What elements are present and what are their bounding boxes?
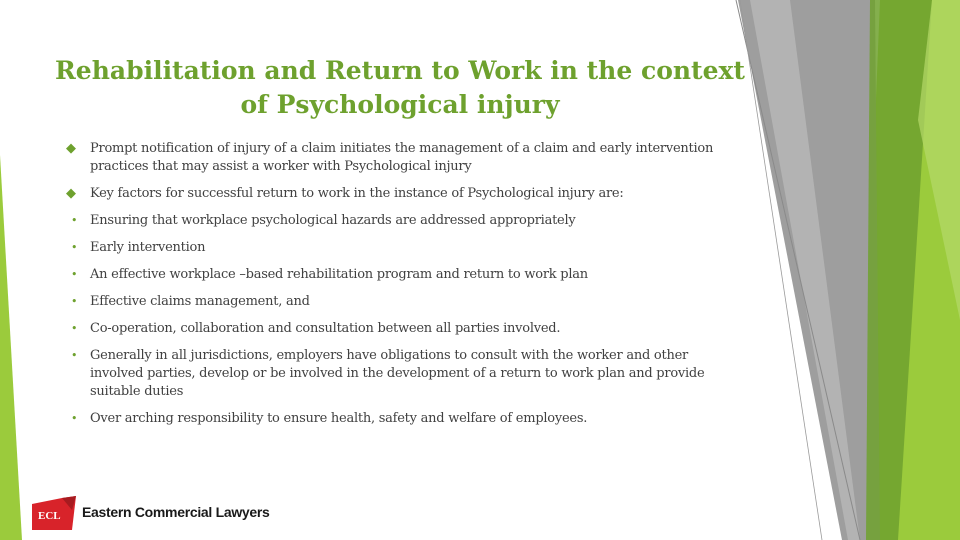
bullet-list bbox=[68, 140, 733, 428]
dot-bullet-icon: • bbox=[71, 322, 78, 335]
bullet-item bbox=[68, 293, 733, 311]
dot-bullet-icon: • bbox=[71, 295, 78, 308]
bullet-text: Generally in all jurisdictions, employers have obligations to consult with the worker and other involved parties, develop or be involved in the development of a return to work plan and provide suitable duties bbox=[90, 348, 705, 399]
slide-title: Rehabilitation and Return to Work in the context of Psychological injury bbox=[55, 56, 745, 119]
dot-bullet-icon: • bbox=[71, 349, 78, 362]
bullet-item bbox=[68, 212, 733, 230]
bullet-text: Early intervention bbox=[90, 240, 206, 255]
diamond-bullet-icon: ◆ bbox=[66, 186, 76, 201]
dot-bullet-icon: • bbox=[71, 268, 78, 281]
dot-bullet-icon: • bbox=[71, 214, 78, 227]
bullet-text: Co-operation, collaboration and consultation between all parties involved. bbox=[90, 321, 561, 336]
left-green-wedge bbox=[0, 155, 22, 540]
diamond-bullet-icon: ◆ bbox=[66, 141, 76, 156]
bullet-item bbox=[68, 266, 733, 284]
logo-abbreviation: ECL bbox=[38, 510, 61, 522]
bullet-text: An effective workplace –based rehabilitation program and return to work plan bbox=[90, 267, 588, 282]
bullet-item bbox=[68, 185, 733, 203]
bullet-item bbox=[68, 320, 733, 338]
bullet-item bbox=[68, 347, 733, 401]
bullet-text: Over arching responsibility to ensure health, safety and welfare of employees. bbox=[90, 411, 588, 426]
bullet-text: Prompt notification of injury of a claim initiates the management of a claim and early intervention practices that may assist a worker with Psychological injury bbox=[90, 141, 714, 174]
bullet-item bbox=[68, 239, 733, 257]
dot-bullet-icon: • bbox=[71, 412, 78, 425]
ecl-logo bbox=[32, 496, 270, 530]
bullet-text: Key factors for successful return to work in the instance of Psychological injury are: bbox=[90, 186, 624, 201]
dot-bullet-icon: • bbox=[71, 241, 78, 254]
logo-company-name: Eastern Commercial Lawyers bbox=[82, 504, 270, 520]
bullet-item bbox=[68, 140, 733, 176]
bullet-item bbox=[68, 410, 733, 428]
bullet-text: Effective claims management, and bbox=[90, 294, 310, 309]
bullet-text: Ensuring that workplace psychological hazards are addressed appropriately bbox=[90, 213, 576, 228]
